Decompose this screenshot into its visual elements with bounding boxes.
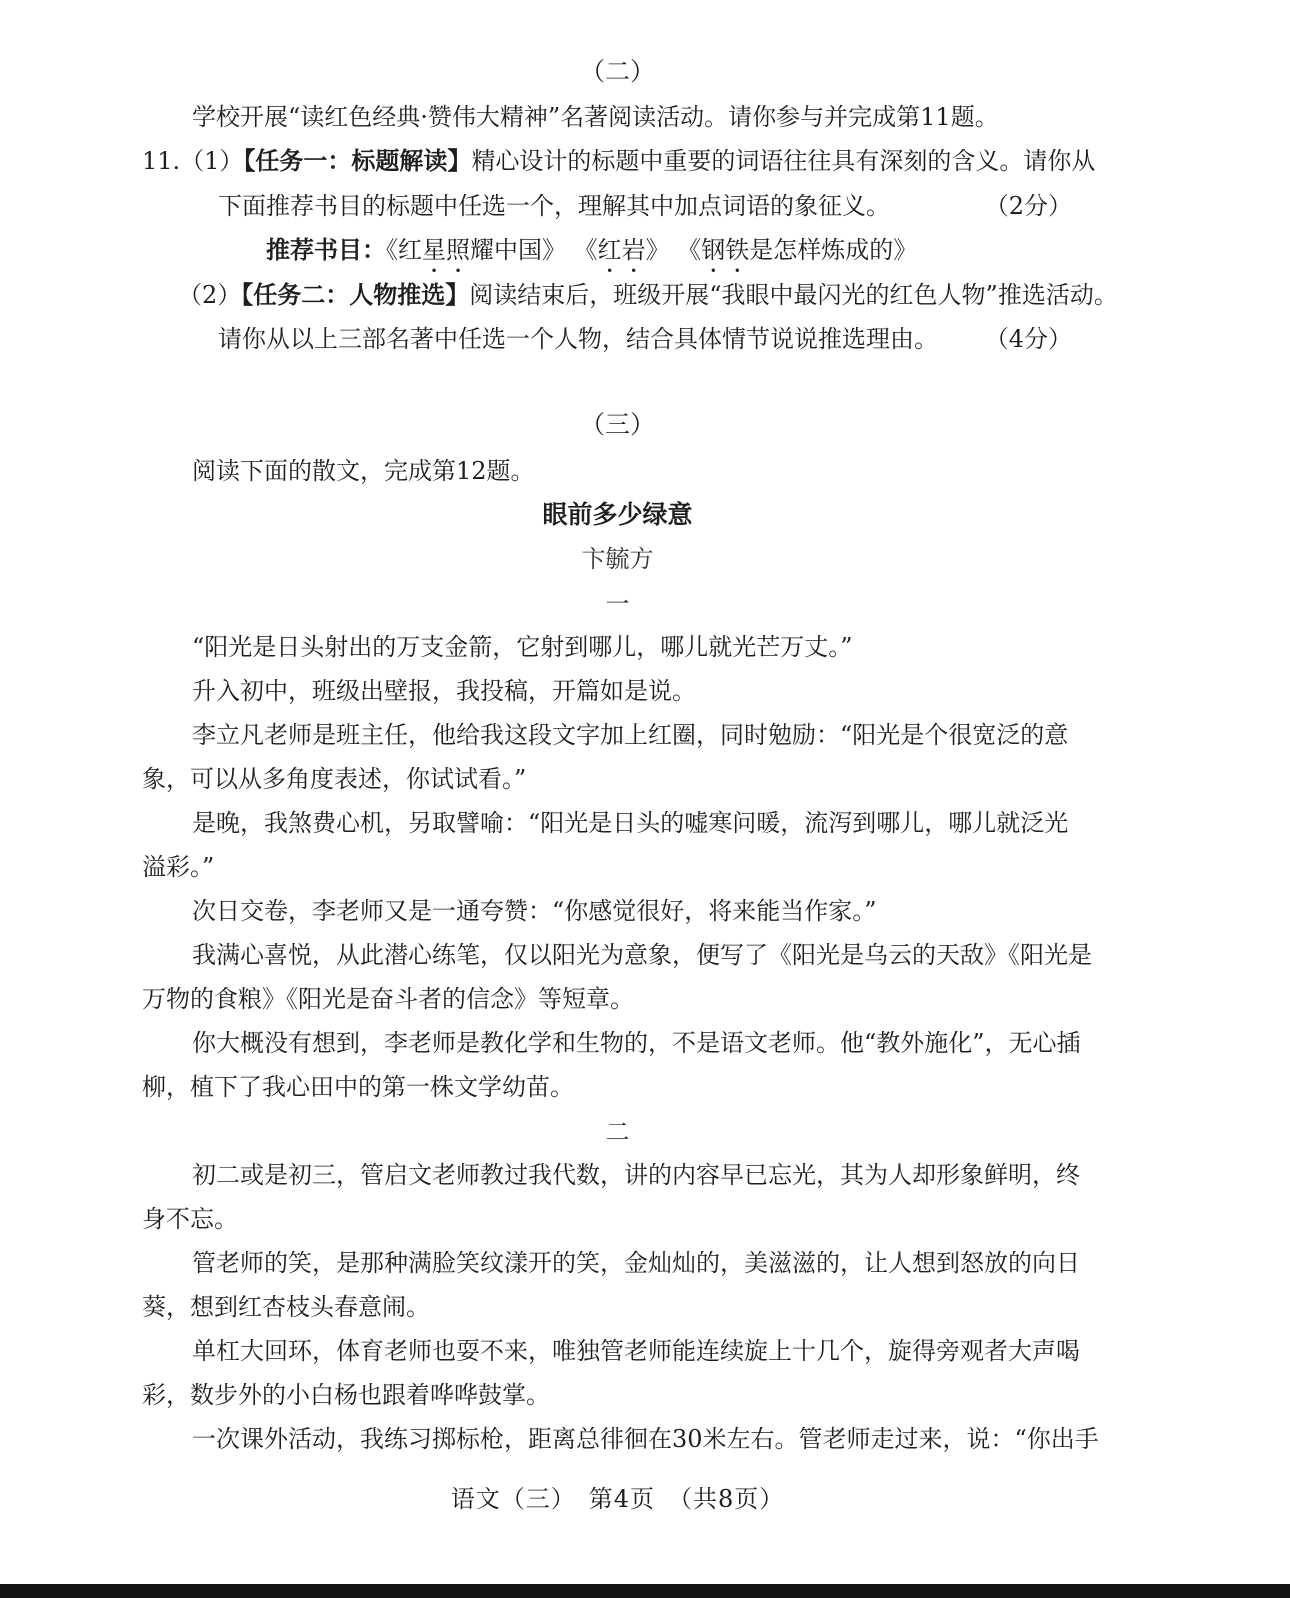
book1-dotted: 星照 bbox=[422, 236, 470, 264]
essay-line: 单杠大回环，体育老师也耍不来，唯独管老师能连续旋上十几个，旋得旁观者大声喝 bbox=[192, 1337, 1080, 1365]
task1-score: （2分） bbox=[984, 192, 1072, 220]
essay-line: 葵，想到红杏枝头春意闹。 bbox=[142, 1293, 430, 1321]
recommended-books bbox=[266, 233, 917, 278]
essay-line: 你大概没有想到，李老师是教化学和生物的，不是语文老师。他“教外施化”，无心插 bbox=[192, 1029, 1081, 1057]
book1-start: 《红 bbox=[386, 236, 422, 264]
question-number: 11.（1） bbox=[142, 147, 244, 175]
task1-line2: 下面推荐书目的标题中任选一个，理解其中加点词语的象征义。 bbox=[218, 192, 890, 220]
books-label: 推荐书目： bbox=[266, 236, 386, 264]
task1-label: 【任务一：标题解读】 bbox=[243, 147, 472, 175]
essay-line: 象，可以从多角度表述，你试试看。” bbox=[142, 765, 527, 793]
part-marker-1: 一 bbox=[605, 590, 630, 618]
essay-line: 柳，植下了我心田中的第一株文学幼苗。 bbox=[142, 1073, 574, 1101]
bottom-edge-bar bbox=[0, 1584, 1290, 1598]
question-11-part2 bbox=[178, 278, 1118, 312]
essay-line: “阳光是日头射出的万支金箭，它射到哪儿，哪儿就光芒万丈。” bbox=[192, 633, 853, 661]
essay-line: 溢彩。” bbox=[142, 853, 215, 881]
book3-dotted: 钢铁 bbox=[701, 236, 750, 264]
essay-line: 李立凡老师是班主任，他给我这段文字加上红圈，同时勉励：“阳光是个很宽泛的意 bbox=[192, 721, 1069, 749]
essay-line: 彩，数步外的小白杨也跟着哗哗鼓掌。 bbox=[142, 1381, 550, 1409]
essay-line: 升入初中，班级出壁报，我投稿，开篇如是说。 bbox=[192, 677, 696, 705]
essay-line: 管老师的笑，是那种满脸笑纹漾开的笑，金灿灿的，美滋滋的，让人想到怒放的向日 bbox=[192, 1249, 1080, 1277]
question-subnumber: （2） bbox=[178, 281, 242, 309]
book2-start: 《 bbox=[573, 236, 598, 264]
essay-line: 我满心喜悦，从此潜心练笔，仅以阳光为意象，便写了《阳光是乌云的天敌》《阳光是 bbox=[192, 941, 1092, 969]
part-marker-2: 二 bbox=[605, 1118, 630, 1146]
section2-intro: 学校开展“读红色经典·赞伟大精神”名著阅读活动。请你参与并完成第11题。 bbox=[192, 103, 999, 131]
essay-line: 万物的食粮》《阳光是奋斗者的信念》等短章。 bbox=[142, 985, 634, 1013]
essay-author: 卞毓方 bbox=[581, 545, 654, 573]
essay-line: 次日交卷，李老师又是一通夸赞：“你感觉很好，将来能当作家。” bbox=[192, 897, 877, 925]
task1-text: 精心设计的标题中重要的词语往往具有深刻的含义。请你从 bbox=[471, 147, 1096, 175]
section-heading-2: （二） bbox=[579, 57, 655, 86]
section-heading-3: （三） bbox=[579, 410, 655, 439]
essay-title: 眼前多少绿意 bbox=[542, 500, 693, 529]
page-footer: 语文（三） 第4页 （共8页） bbox=[450, 1485, 785, 1513]
essay-line: 一次课外活动，我练习掷标枪，距离总徘徊在30米左右。管老师走过来，说：“你出手 bbox=[192, 1425, 1099, 1453]
section3-intro: 阅读下面的散文，完成第12题。 bbox=[192, 457, 535, 485]
task2-score: （4分） bbox=[984, 325, 1072, 353]
book3-start: 《 bbox=[677, 236, 702, 264]
task2-text: 阅读结束后，班级开展“我眼中最闪光的红色人物”推选活动。 bbox=[469, 281, 1118, 309]
essay-line: 初二或是初三，管启文老师教过我代数，讲的内容早已忘光，其为人却形象鲜明，终 bbox=[192, 1161, 1080, 1189]
book3-end: 是怎样炼成的》 bbox=[749, 236, 918, 264]
task2-label: 【任务二：人物推选】 bbox=[241, 281, 470, 309]
essay-line: 身不忘。 bbox=[142, 1205, 238, 1233]
essay-line: 是晚，我煞费心机，另取譬喻：“阳光是日头的嘘寒问暖，流泻到哪儿，哪儿就泛光 bbox=[192, 809, 1069, 837]
question-11-part1 bbox=[142, 144, 1095, 178]
book1-end: 耀中国》 bbox=[470, 236, 566, 264]
book2-dotted: 红岩 bbox=[597, 236, 646, 264]
book2-end: 》 bbox=[645, 236, 670, 264]
task2-line2: 请你从以上三部名著中任选一个人物，结合具体情节说说推选理由。 bbox=[218, 325, 938, 353]
